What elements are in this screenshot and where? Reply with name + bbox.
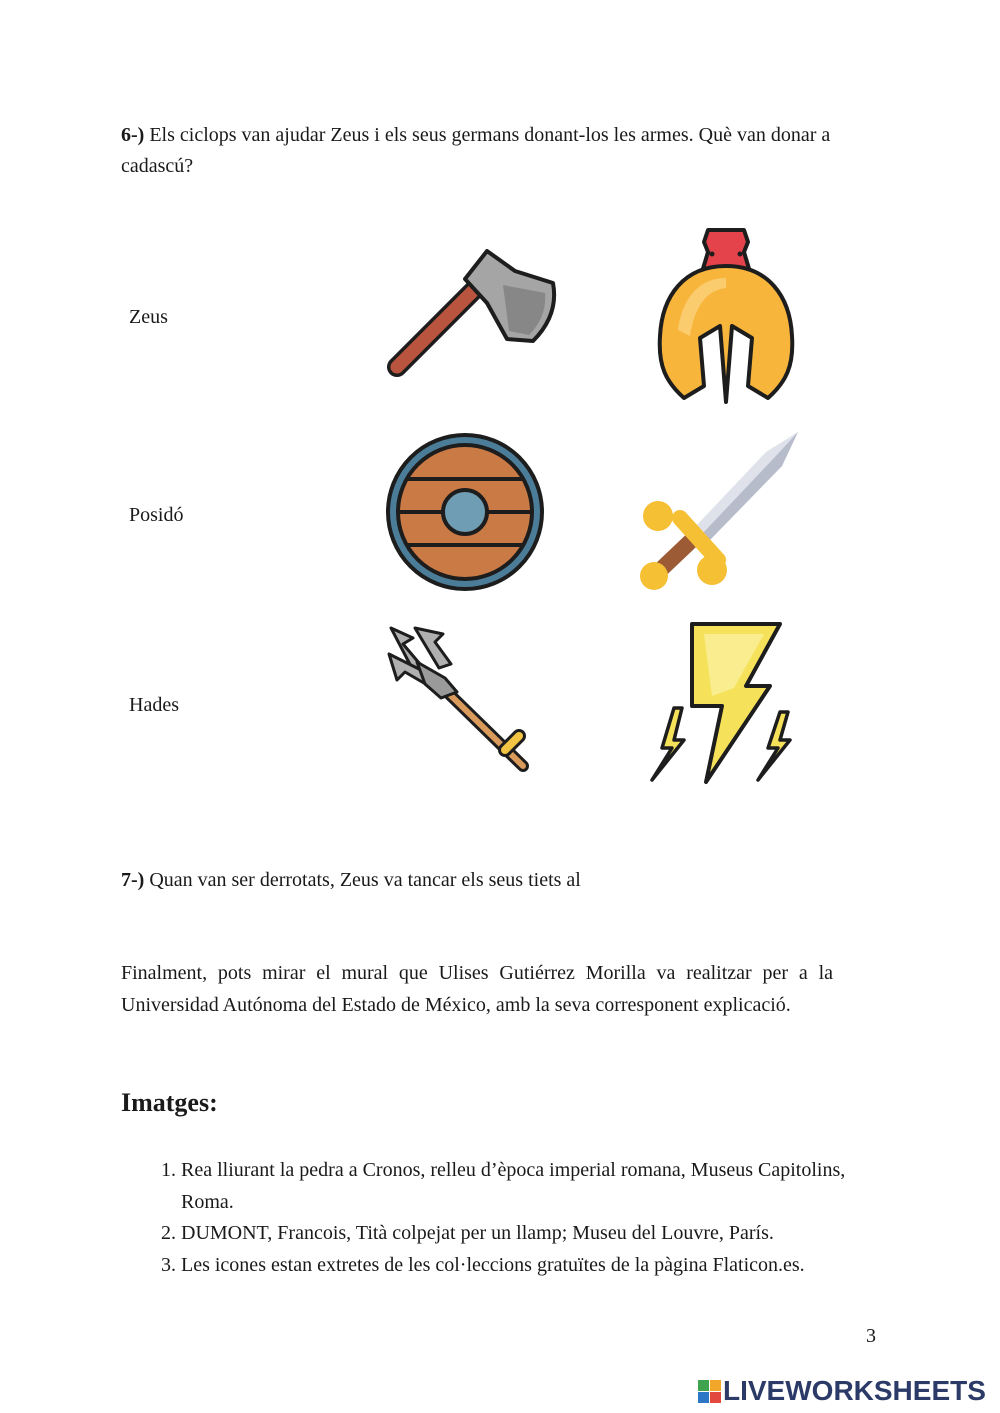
god-name-hades: Hades xyxy=(129,694,179,716)
watermark-text: LIVEWORKSHEETS xyxy=(723,1375,986,1406)
question-6 xyxy=(121,120,841,182)
reference-item-3: 3. Les icones estan extretes de les col·leccions gratuïtes de la pàgina Flaticon.es. xyxy=(181,1250,881,1282)
question-6-number: 6-) xyxy=(121,124,145,146)
liveworksheets-logo xyxy=(698,1375,986,1407)
god-name-zeus: Zeus xyxy=(129,306,168,328)
logo-badge-icon xyxy=(698,1380,721,1403)
reference-item-2: 2. DUMONT, Francois, Tità colpejat per un llamp; Museu del Louvre, París. xyxy=(181,1218,881,1250)
shield-icon[interactable] xyxy=(384,431,546,593)
references-list xyxy=(121,1155,881,1281)
question-7 xyxy=(121,865,841,896)
images-heading: Imatges: xyxy=(121,1088,218,1117)
axe-icon[interactable] xyxy=(383,245,559,381)
question-7-number: 7-) xyxy=(121,869,145,891)
reference-item-1: 1. Rea lliurant la pedra a Cronos, relleu d’època imperial romana, Museus Capitolins, Roma. xyxy=(181,1155,881,1218)
question-6-text: Els ciclops van ajudar Zeus i els seus germans donant-los les armes. Què van donar a cadascú? xyxy=(121,124,831,177)
lightning-icon[interactable] xyxy=(648,622,792,786)
final-paragraph: Finalment, pots mirar el mural que Ulises Gutiérrez Morilla va realitzar per a la Universidad Autónoma del Estado de México, amb la seva corresponent explicació. xyxy=(121,962,833,1016)
page-number: 3 xyxy=(866,1325,876,1347)
god-name-posido: Posidó xyxy=(129,504,184,526)
sword-icon[interactable] xyxy=(636,430,802,594)
trident-icon[interactable] xyxy=(385,624,539,776)
helmet-icon[interactable] xyxy=(654,226,798,404)
question-7-text: Quan van ser derrotats, Zeus va tancar els seus tiets al xyxy=(149,869,581,891)
